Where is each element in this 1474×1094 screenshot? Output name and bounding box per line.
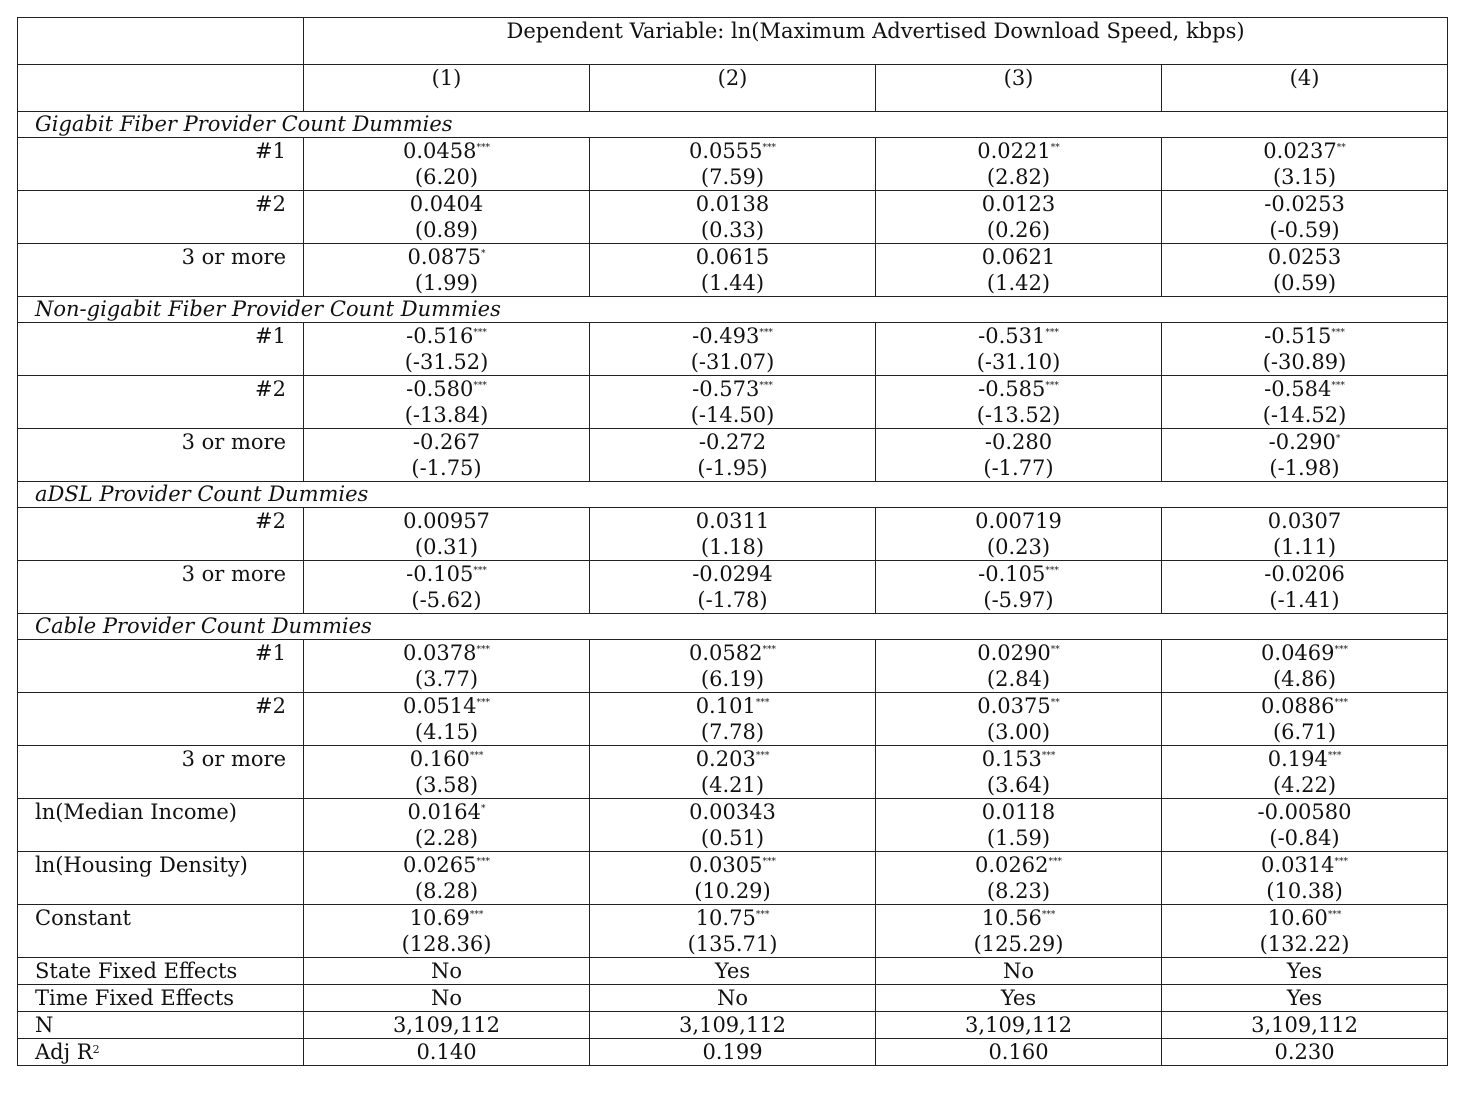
coefficient-cell: [876, 323, 1162, 350]
t-statistic-cell: (1.59): [876, 825, 1162, 852]
coefficient-cell: [1162, 693, 1448, 720]
coefficient-value: 0.0469: [1261, 641, 1335, 665]
t-statistic-cell: (4.22): [1162, 772, 1448, 799]
t-statistic-cell: (3.64): [876, 772, 1162, 799]
coefficient-value: 0.0375: [977, 694, 1051, 718]
t-statistic-cell: (132.22): [1162, 931, 1448, 958]
section-header-row: [18, 297, 1448, 323]
section-1-row-2-coef-row: [18, 429, 1448, 456]
coefficient-value: 0.194: [1267, 747, 1328, 771]
section-header-row: [18, 112, 1448, 138]
row-label: ln(Housing Density): [18, 852, 304, 905]
coefficient-cell: [876, 508, 1162, 535]
coefficient-cell: [304, 244, 590, 271]
t-statistic-cell: (0.31): [304, 534, 590, 561]
t-statistic-cell: (3.00): [876, 719, 1162, 746]
coefficient-cell: [590, 138, 876, 165]
section-header-row: [18, 614, 1448, 640]
coefficient-value: 0.0621: [981, 245, 1056, 269]
coefficient-value: -0.272: [698, 430, 767, 454]
coefficient-cell: [876, 640, 1162, 667]
stat-value-cell: 0.199: [590, 1039, 876, 1066]
t-statistic-cell: (0.59): [1162, 270, 1448, 297]
t-statistic-cell: (3.58): [304, 772, 590, 799]
significance-stars: ***: [1048, 857, 1062, 867]
stat-value-cell: 3,109,112: [1162, 1012, 1448, 1039]
significance-stars: ***: [1045, 328, 1059, 338]
coefficient-cell: [1162, 508, 1448, 535]
column-header: (3): [876, 65, 1162, 112]
significance-stars: ***: [469, 910, 484, 920]
section-title: Non-gigabit Fiber Provider Count Dummies: [18, 297, 1448, 323]
coefficient-cell: [1162, 746, 1448, 773]
coefficient-value: 0.00343: [689, 800, 776, 824]
t-statistic-cell: (6.71): [1162, 719, 1448, 746]
stat-value-cell: No: [876, 958, 1162, 985]
significance-stars: *: [480, 804, 486, 814]
stat-value-cell: No: [304, 958, 590, 985]
stat-label: Time Fixed Effects: [35, 986, 235, 1010]
coefficient-cell: [590, 376, 876, 403]
coefficient-value: 0.101: [695, 694, 756, 718]
header-row-dependent-variable: [18, 18, 1448, 65]
t-statistic-cell: (-31.52): [304, 349, 590, 376]
stat-value-cell: Yes: [1162, 958, 1448, 985]
regression-table-body: [18, 18, 1448, 1066]
significance-stars: ***: [473, 566, 487, 576]
significance-stars: ***: [1045, 566, 1059, 576]
coefficient-value: 0.0311: [695, 509, 770, 533]
section-title: Cable Provider Count Dummies: [18, 614, 1448, 640]
significance-stars: ***: [476, 645, 490, 655]
section-0-row-0-coef-row: [18, 138, 1448, 165]
t-statistic-cell: (8.28): [304, 878, 590, 905]
coefficient-value: 0.160: [409, 747, 470, 771]
t-statistic-cell: (4.86): [1162, 666, 1448, 693]
significance-stars: ***: [473, 328, 487, 338]
t-statistic-cell: (-5.97): [876, 587, 1162, 614]
coefficient-cell: [876, 799, 1162, 826]
coefficient-cell: [590, 508, 876, 535]
stat-value-cell: No: [304, 985, 590, 1012]
coefficient-value: -0.0253: [1264, 192, 1345, 216]
coefficient-value: 0.203: [695, 747, 756, 771]
coefficient-cell: [876, 138, 1162, 165]
t-statistic-cell: (-31.07): [590, 349, 876, 376]
t-statistic-cell: (2.28): [304, 825, 590, 852]
stat-row: [18, 1012, 1448, 1039]
stat-value-cell: 0.160: [876, 1039, 1162, 1066]
coefficient-cell: [304, 905, 590, 932]
stat-label: N: [35, 1013, 54, 1037]
coefficient-value: 0.0265: [403, 853, 477, 877]
coefficient-cell: [304, 138, 590, 165]
t-statistic-cell: (-1.41): [1162, 587, 1448, 614]
coefficient-value: 0.0123: [981, 192, 1056, 216]
section-3-row-1-coef-row: [18, 693, 1448, 720]
t-statistic-cell: (0.23): [876, 534, 1162, 561]
t-statistic-cell: (0.26): [876, 217, 1162, 244]
coefficient-cell: [590, 191, 876, 218]
significance-stars: ***: [469, 751, 484, 761]
significance-stars: ***: [759, 381, 773, 391]
coefficient-cell: [590, 746, 876, 773]
section-title: aDSL Provider Count Dummies: [18, 482, 1448, 508]
coefficient-cell: [876, 244, 1162, 271]
significance-stars: ***: [1045, 381, 1059, 391]
regression-table: [17, 17, 1448, 1066]
column-header: (4): [1162, 65, 1448, 112]
coefficient-value: 0.0378: [403, 641, 477, 665]
significance-stars: ***: [762, 645, 776, 655]
coefficient-cell: [876, 746, 1162, 773]
coefficient-value: -0.584: [1264, 377, 1332, 401]
section-3-row-2-coef-row: [18, 746, 1448, 773]
coefficient-value: 0.0253: [1267, 245, 1342, 269]
coefficient-cell: [876, 561, 1162, 588]
coefficient-value: -0.493: [692, 324, 760, 348]
stat-value-cell: 3,109,112: [304, 1012, 590, 1039]
row-label: 3 or more: [18, 244, 304, 297]
coefficient-value: 0.0237: [1263, 139, 1337, 163]
t-statistic-cell: (-31.10): [876, 349, 1162, 376]
significance-stars: ***: [755, 751, 770, 761]
t-statistic-cell: (6.20): [304, 164, 590, 191]
t-statistic-cell: (-1.77): [876, 455, 1162, 482]
coefficient-cell: [1162, 799, 1448, 826]
t-statistic-cell: (2.82): [876, 164, 1162, 191]
coefficient-cell: [304, 561, 590, 588]
coefficient-value: -0.573: [692, 377, 760, 401]
stat-row: [18, 985, 1448, 1012]
t-statistic-cell: (7.78): [590, 719, 876, 746]
header-row-column-numbers: [18, 65, 1448, 112]
coefficient-value: -0.0294: [692, 562, 773, 586]
stat-value-cell: 0.140: [304, 1039, 590, 1066]
coefficient-cell: [590, 852, 876, 879]
t-statistic-cell: (135.71): [590, 931, 876, 958]
section-1-row-1-coef-row: [18, 376, 1448, 403]
coefficient-cell: [590, 693, 876, 720]
coefficient-cell: [304, 376, 590, 403]
coefficient-value: -0.585: [978, 377, 1046, 401]
section-3-row-0-coef-row: [18, 640, 1448, 667]
coefficient-cell: [1162, 323, 1448, 350]
section-0-row-2-coef-row: [18, 244, 1448, 271]
significance-stars: **: [1050, 698, 1060, 708]
coefficient-cell: [304, 323, 590, 350]
significance-stars: ***: [1331, 381, 1345, 391]
coefficient-cell: [304, 191, 590, 218]
coefficient-cell: [1162, 376, 1448, 403]
coefficient-value: -0.280: [984, 430, 1053, 454]
significance-stars: ***: [1334, 698, 1349, 708]
coefficient-cell: [1162, 852, 1448, 879]
coefficient-cell: [304, 640, 590, 667]
section-1-row-0-coef-row: [18, 323, 1448, 350]
coefficient-cell: [590, 905, 876, 932]
row-label: 3 or more: [18, 429, 304, 482]
t-statistic-cell: (-14.50): [590, 402, 876, 429]
coefficient-value: -0.267: [412, 430, 481, 454]
significance-stars: **: [1050, 143, 1060, 153]
significance-stars: ***: [1334, 645, 1349, 655]
t-statistic-cell: (1.99): [304, 270, 590, 297]
coefficient-cell: [1162, 640, 1448, 667]
coefficient-cell: [1162, 429, 1448, 456]
column-header: (2): [590, 65, 876, 112]
coefficient-value: 0.0138: [695, 192, 770, 216]
coefficient-value: 0.0307: [1267, 509, 1342, 533]
coefficient-value: 0.0886: [1261, 694, 1335, 718]
column-header: (1): [304, 65, 590, 112]
stat-label: Adj R: [35, 1040, 93, 1064]
stat-row: [18, 958, 1448, 985]
stat-value-cell: Yes: [1162, 985, 1448, 1012]
t-statistic-cell: (128.36): [304, 931, 590, 958]
coefficient-value: 10.75: [695, 906, 756, 930]
row-label: 3 or more: [18, 746, 304, 799]
coefficient-cell: [1162, 138, 1448, 165]
stat-value-cell: Yes: [590, 958, 876, 985]
coefficient-value: -0.105: [406, 562, 474, 586]
coefficient-cell: [590, 799, 876, 826]
section-2-row-0-coef-row: [18, 508, 1448, 535]
t-statistic-cell: (0.89): [304, 217, 590, 244]
t-statistic-cell: (-1.75): [304, 455, 590, 482]
stat-value-cell: 3,109,112: [590, 1012, 876, 1039]
row-label: #1: [18, 640, 304, 693]
row-label: ln(Median Income): [18, 799, 304, 852]
t-statistic-cell: (1.44): [590, 270, 876, 297]
row-label: 3 or more: [18, 561, 304, 614]
significance-stars: ***: [1041, 751, 1056, 761]
row-label: #1: [18, 138, 304, 191]
coefficient-value: 0.0404: [409, 192, 484, 216]
coefficient-cell: [876, 376, 1162, 403]
stat-value-cell: 3,109,112: [876, 1012, 1162, 1039]
t-statistic-cell: (1.18): [590, 534, 876, 561]
section-0-row-1-coef-row: [18, 191, 1448, 218]
stat-value-cell: No: [590, 985, 876, 1012]
coefficient-value: 0.0164: [407, 800, 481, 824]
coefficient-cell: [876, 852, 1162, 879]
coefficient-value: 0.0555: [689, 139, 763, 163]
coefficient-value: -0.515: [1264, 324, 1332, 348]
dependent-variable-title: Dependent Variable: ln(Maximum Advertised Download Speed, kbps): [304, 18, 1448, 65]
coefficient-value: 0.0514: [403, 694, 477, 718]
row-label: #2: [18, 508, 304, 561]
control-1-coef-row: [18, 852, 1448, 879]
row-label: #1: [18, 323, 304, 376]
stat-label-cell: [18, 958, 304, 985]
significance-stars: ***: [476, 698, 490, 708]
coefficient-cell: [590, 640, 876, 667]
significance-stars: ***: [476, 143, 490, 153]
coefficient-value: 0.00719: [975, 509, 1062, 533]
control-2-coef-row: [18, 905, 1448, 932]
stat-value-cell: 0.230: [1162, 1039, 1448, 1066]
coefficient-value: 10.69: [409, 906, 470, 930]
coefficient-value: -0.290: [1268, 430, 1336, 454]
significance-stars: ***: [1041, 910, 1056, 920]
coefficient-cell: [1162, 905, 1448, 932]
coefficient-value: -0.0206: [1264, 562, 1345, 586]
t-statistic-cell: (-5.62): [304, 587, 590, 614]
coefficient-value: 0.0615: [695, 245, 770, 269]
coefficient-value: 0.0221: [977, 139, 1051, 163]
t-statistic-cell: (-0.59): [1162, 217, 1448, 244]
t-statistic-cell: (4.15): [304, 719, 590, 746]
t-statistic-cell: (-1.95): [590, 455, 876, 482]
significance-stars: ***: [755, 698, 770, 708]
stat-label-cell: [18, 1039, 304, 1066]
t-statistic-cell: (4.21): [590, 772, 876, 799]
coefficient-value: 0.0314: [1261, 853, 1335, 877]
stat-value-cell: Yes: [876, 985, 1162, 1012]
coefficient-cell: [876, 429, 1162, 456]
significance-stars: ***: [1327, 910, 1342, 920]
row-label: Constant: [18, 905, 304, 958]
coefficient-cell: [876, 905, 1162, 932]
significance-stars: **: [1050, 645, 1060, 655]
coefficient-cell: [304, 508, 590, 535]
section-2-row-1-coef-row: [18, 561, 1448, 588]
significance-stars: ***: [1334, 857, 1349, 867]
coefficient-value: 0.0290: [977, 641, 1051, 665]
coefficient-cell: [876, 693, 1162, 720]
coefficient-value: 0.0262: [975, 853, 1049, 877]
header-corner-cell: [18, 18, 304, 65]
significance-stars: ***: [762, 143, 776, 153]
coefficient-cell: [1162, 191, 1448, 218]
t-statistic-cell: (7.59): [590, 164, 876, 191]
coefficient-value: 10.56: [981, 906, 1042, 930]
t-statistic-cell: (6.19): [590, 666, 876, 693]
stat-label-cell: [18, 985, 304, 1012]
coefficient-cell: [304, 799, 590, 826]
coefficient-value: -0.105: [978, 562, 1046, 586]
row-label: #2: [18, 191, 304, 244]
t-statistic-cell: (-30.89): [1162, 349, 1448, 376]
significance-stars: **: [1336, 143, 1346, 153]
coefficient-cell: [590, 323, 876, 350]
significance-stars: ***: [473, 381, 487, 391]
significance-stars: ***: [476, 857, 490, 867]
coefficient-value: 0.0875: [407, 245, 481, 269]
coefficient-cell: [1162, 561, 1448, 588]
row-label: #2: [18, 693, 304, 746]
coefficient-value: -0.00580: [1257, 800, 1352, 824]
t-statistic-cell: (0.51): [590, 825, 876, 852]
coefficient-cell: [1162, 244, 1448, 271]
coefficient-value: 0.153: [981, 747, 1042, 771]
significance-stars: *: [1335, 434, 1341, 444]
stat-label: State Fixed Effects: [35, 959, 238, 983]
t-statistic-cell: (-13.52): [876, 402, 1162, 429]
section-title: Gigabit Fiber Provider Count Dummies: [18, 112, 1448, 138]
coefficient-cell: [304, 746, 590, 773]
t-statistic-cell: (1.11): [1162, 534, 1448, 561]
coefficient-cell: [590, 429, 876, 456]
significance-stars: ***: [755, 910, 770, 920]
significance-stars: *: [480, 249, 486, 259]
t-statistic-cell: (-14.52): [1162, 402, 1448, 429]
t-statistic-cell: (-1.98): [1162, 455, 1448, 482]
t-statistic-cell: (125.29): [876, 931, 1162, 958]
coefficient-cell: [876, 191, 1162, 218]
significance-stars: ***: [1327, 751, 1342, 761]
t-statistic-cell: (3.15): [1162, 164, 1448, 191]
t-statistic-cell: (1.42): [876, 270, 1162, 297]
stat-label-cell: [18, 1012, 304, 1039]
t-statistic-cell: (10.29): [590, 878, 876, 905]
t-statistic-cell: (0.33): [590, 217, 876, 244]
t-statistic-cell: (-1.78): [590, 587, 876, 614]
t-statistic-cell: (8.23): [876, 878, 1162, 905]
coefficient-value: 0.0118: [981, 800, 1056, 824]
t-statistic-cell: (10.38): [1162, 878, 1448, 905]
coefficient-cell: [590, 244, 876, 271]
coefficient-value: 0.00957: [403, 509, 490, 533]
coefficient-cell: [590, 561, 876, 588]
coefficient-cell: [304, 693, 590, 720]
control-0-coef-row: [18, 799, 1448, 826]
coefficient-value: -0.516: [406, 324, 474, 348]
stat-row: [18, 1039, 1448, 1066]
row-label: #2: [18, 376, 304, 429]
stat-label-superscript: 2: [92, 1043, 100, 1056]
coefficient-value: 0.0582: [689, 641, 763, 665]
significance-stars: ***: [759, 328, 773, 338]
t-statistic-cell: (3.77): [304, 666, 590, 693]
significance-stars: ***: [1331, 328, 1345, 338]
t-statistic-cell: (-13.84): [304, 402, 590, 429]
significance-stars: ***: [762, 857, 776, 867]
t-statistic-cell: (2.84): [876, 666, 1162, 693]
coefficient-cell: [304, 852, 590, 879]
coefficient-cell: [304, 429, 590, 456]
section-header-row: [18, 482, 1448, 508]
coefficient-value: -0.531: [978, 324, 1046, 348]
header-corner-cell: [18, 65, 304, 112]
t-statistic-cell: (-0.84): [1162, 825, 1448, 852]
coefficient-value: 10.60: [1267, 906, 1328, 930]
coefficient-value: 0.0458: [403, 139, 477, 163]
coefficient-value: 0.0305: [689, 853, 763, 877]
coefficient-value: -0.580: [406, 377, 474, 401]
